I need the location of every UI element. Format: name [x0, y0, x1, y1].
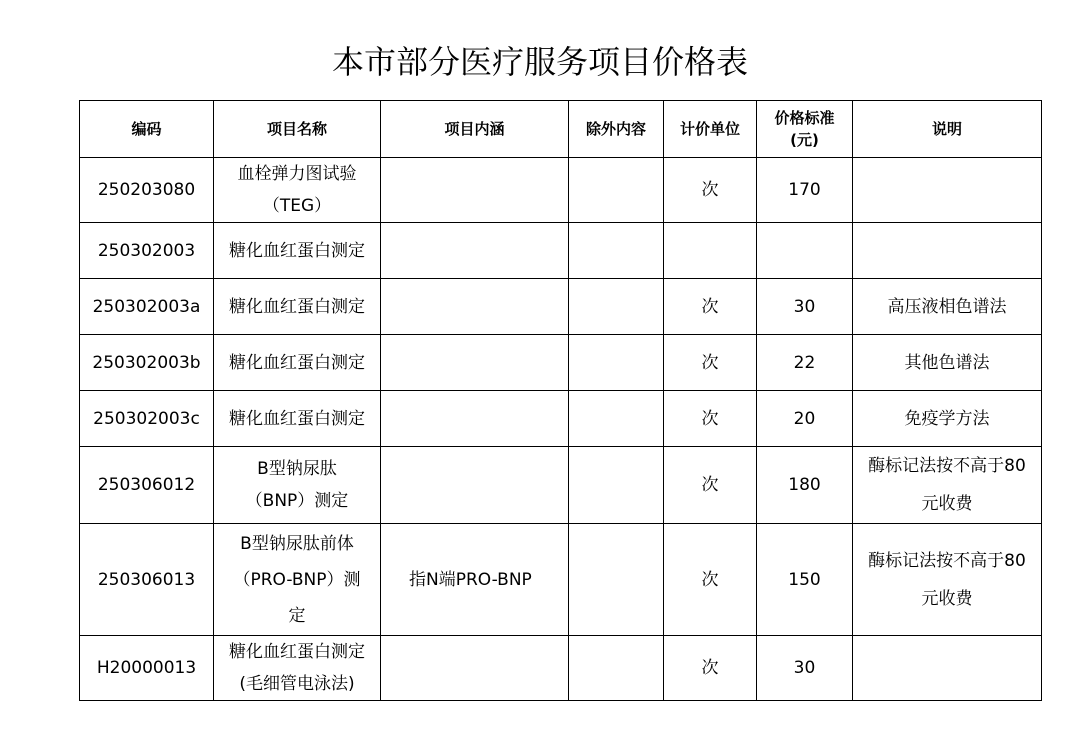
- cell-note-line1: 酶标记法按不高于80: [868, 456, 1026, 476]
- cell-price: 170: [757, 158, 853, 223]
- cell-note: 免疫学方法: [853, 391, 1042, 447]
- cell-name-line2: (毛细管电泳法): [239, 674, 355, 694]
- table-row: [80, 636, 1042, 701]
- cell-name-line1: B型钠尿肽: [257, 459, 337, 479]
- header-price-line2: (元): [790, 131, 819, 149]
- cell-name-line2: （PRO-BNP）测: [233, 569, 361, 590]
- cell-price: 30: [757, 636, 853, 701]
- cell-name-line3: 定: [288, 605, 306, 626]
- cell-exclusions: [569, 158, 664, 223]
- header-note: 说明: [853, 101, 1042, 158]
- cell-note: [853, 223, 1042, 279]
- header-name: 项目名称: [214, 101, 381, 158]
- cell-name: [214, 158, 381, 223]
- cell-name-line1: 糖化血红蛋白测定: [229, 642, 365, 662]
- cell-note: [853, 447, 1042, 524]
- cell-unit: 次: [664, 158, 757, 223]
- header-unit: 计价单位: [664, 101, 757, 158]
- cell-exclusions: [569, 335, 664, 391]
- cell-code: 250203080: [80, 158, 214, 223]
- cell-name: 糖化血红蛋白测定: [214, 279, 381, 335]
- table-row: [80, 158, 1042, 223]
- cell-unit: 次: [664, 636, 757, 701]
- cell-content: 指N端PRO-BNP: [381, 524, 569, 636]
- cell-exclusions: [569, 524, 664, 636]
- cell-note: [853, 524, 1042, 636]
- cell-unit: 次: [664, 279, 757, 335]
- cell-name-line1: B型钠尿肽前体: [240, 533, 354, 554]
- page-title: 本市部分医疗服务项目价格表: [331, 43, 748, 81]
- table-header-row: [80, 101, 1042, 158]
- cell-name: [214, 524, 381, 636]
- cell-note: 其他色谱法: [853, 335, 1042, 391]
- cell-name-line1: 血栓弹力图试验: [237, 164, 357, 184]
- header-exclusions: 除外内容: [569, 101, 664, 158]
- table-row: [80, 391, 1042, 447]
- cell-unit: 次: [664, 447, 757, 524]
- table-row: [80, 524, 1042, 636]
- cell-price: 20: [757, 391, 853, 447]
- cell-content: [381, 447, 569, 524]
- header-code: 编码: [80, 101, 214, 158]
- table-row: [80, 223, 1042, 279]
- cell-price: [757, 223, 853, 279]
- cell-note: 高压液相色谱法: [853, 279, 1042, 335]
- cell-name-line2: （TEG）: [262, 196, 332, 216]
- cell-name: [214, 636, 381, 701]
- cell-code: 250302003a: [80, 279, 214, 335]
- cell-exclusions: [569, 279, 664, 335]
- cell-code: 250306012: [80, 447, 214, 524]
- table-row: [80, 447, 1042, 524]
- header-content: 项目内涵: [381, 101, 569, 158]
- cell-unit: 次: [664, 391, 757, 447]
- cell-price: 180: [757, 447, 853, 524]
- cell-code: 250306013: [80, 524, 214, 636]
- cell-exclusions: [569, 391, 664, 447]
- cell-note-line1: 酶标记法按不高于80: [868, 550, 1026, 571]
- cell-content: [381, 636, 569, 701]
- header-price: [757, 101, 853, 158]
- cell-exclusions: [569, 636, 664, 701]
- table-row: [80, 279, 1042, 335]
- table-row: [80, 335, 1042, 391]
- cell-unit: [664, 223, 757, 279]
- cell-content: [381, 391, 569, 447]
- cell-name: 糖化血红蛋白测定: [214, 223, 381, 279]
- cell-name: 糖化血红蛋白测定: [214, 335, 381, 391]
- header-price-line1: 价格标准: [774, 109, 835, 127]
- cell-note-line2: 元收费: [921, 588, 973, 609]
- cell-code: H20000013: [80, 636, 214, 701]
- cell-exclusions: [569, 223, 664, 279]
- cell-price: 150: [757, 524, 853, 636]
- cell-note-line2: 元收费: [921, 494, 973, 514]
- cell-content: [381, 158, 569, 223]
- cell-unit: 次: [664, 524, 757, 636]
- cell-note: [853, 158, 1042, 223]
- cell-note: [853, 636, 1042, 701]
- cell-name-line2: （BNP）测定: [245, 491, 349, 511]
- cell-name: [214, 447, 381, 524]
- cell-price: 22: [757, 335, 853, 391]
- cell-code: 250302003: [80, 223, 214, 279]
- price-table: [79, 100, 1042, 701]
- cell-price: 30: [757, 279, 853, 335]
- cell-exclusions: [569, 447, 664, 524]
- cell-code: 250302003b: [80, 335, 214, 391]
- cell-unit: 次: [664, 335, 757, 391]
- cell-code: 250302003c: [80, 391, 214, 447]
- cell-content: [381, 223, 569, 279]
- cell-name: 糖化血红蛋白测定: [214, 391, 381, 447]
- cell-content: [381, 279, 569, 335]
- cell-content: [381, 335, 569, 391]
